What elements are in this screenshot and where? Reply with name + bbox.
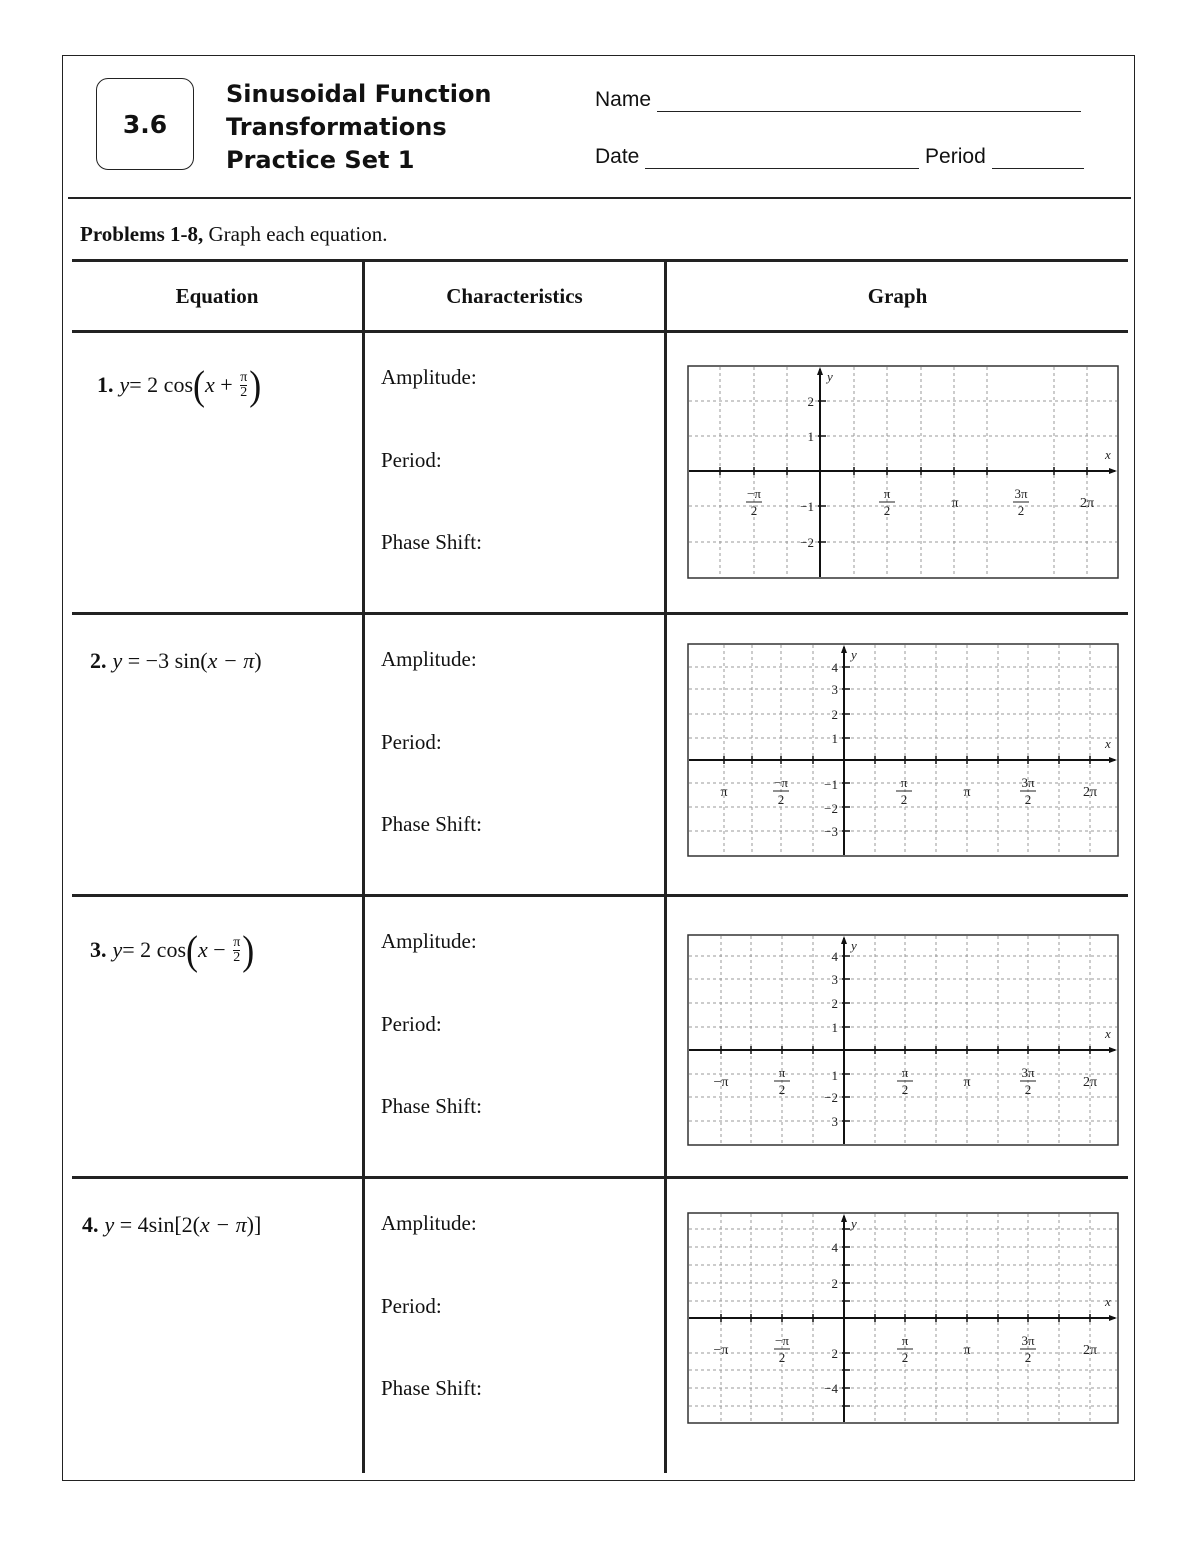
x-tick-label-denominator: 2 <box>1024 792 1032 807</box>
graph-grid-3[interactable] <box>687 934 1119 1146</box>
y-axis-arrow-icon <box>841 936 847 944</box>
x-tick-label-denominator: 2 <box>901 1350 909 1365</box>
y-tick-label: −3 <box>824 824 838 839</box>
y-tick-label: −4 <box>824 1381 838 1396</box>
name-field[interactable] <box>595 88 1081 112</box>
x-tick-label-denominator: 2 <box>900 792 908 807</box>
problem-number: 3. <box>90 937 107 962</box>
y-tick-label: 1 <box>831 1068 838 1083</box>
x-tick-label-numerator: −π <box>774 775 788 790</box>
date-label: Date <box>595 145 640 168</box>
date-blank[interactable] <box>645 146 919 169</box>
title-line-3: Practice Set 1 <box>226 146 415 174</box>
x-tick-label-numerator: 3π <box>1021 1333 1035 1348</box>
x-tick-label-numerator: π <box>901 1065 909 1080</box>
header-row-border <box>72 330 1128 333</box>
column-divider <box>664 260 667 1473</box>
y-axis-label: y <box>827 369 833 384</box>
y-axis-label: y <box>851 938 857 953</box>
y-tick-label: −1 <box>824 777 838 792</box>
eq-close: )] <box>246 1212 262 1237</box>
section-number: 3.6 <box>122 109 168 139</box>
x-tick-label: −π <box>713 1075 729 1090</box>
x-tick-label: π <box>720 785 728 800</box>
y-tick-label: −2 <box>800 535 814 550</box>
problem-number: 4. <box>82 1212 99 1237</box>
graph-grid-1[interactable] <box>687 365 1119 579</box>
name-label: Name <box>595 88 652 111</box>
amplitude-label: Amplitude: <box>381 647 477 671</box>
amplitude-label: Amplitude: <box>381 365 477 389</box>
eq-function: = 2 cos <box>122 937 186 962</box>
title-line-1: Sinusoidal Function <box>226 80 492 108</box>
period-label: Period <box>925 145 986 168</box>
y-tick-label: 1 <box>807 429 814 444</box>
x-tick-label-denominator: 2 <box>883 503 891 518</box>
x-tick-label-denominator: 2 <box>1017 503 1025 518</box>
period-label: Period: <box>381 1012 442 1036</box>
x-axis-label: x <box>1105 1294 1111 1309</box>
period-label: Period: <box>381 1294 442 1318</box>
y-tick-label: 1 <box>831 731 838 746</box>
eq-inner-variable: x <box>205 372 215 397</box>
worksheet-title <box>226 78 492 177</box>
y-tick-label: 4 <box>831 1240 838 1255</box>
y-tick-label: −1 <box>800 499 814 514</box>
x-tick-label-numerator: π <box>778 1065 786 1080</box>
x-tick-label-numerator: 3π <box>1021 1065 1035 1080</box>
y-axis-arrow-icon <box>841 1214 847 1222</box>
period-blank[interactable] <box>992 146 1084 169</box>
eq-inner: x − π <box>207 648 255 673</box>
x-axis-arrow-icon <box>1109 757 1117 763</box>
x-axis-label: x <box>1105 736 1111 751</box>
y-axis-arrow-icon <box>841 645 847 653</box>
x-axis-arrow-icon <box>1109 1047 1117 1053</box>
graph-grid-4[interactable] <box>687 1212 1119 1424</box>
x-tick-label-numerator: −π <box>775 1333 789 1348</box>
instructions-bold: Problems 1-8, <box>80 222 204 246</box>
eq-operator: + <box>214 372 239 397</box>
x-axis-label: x <box>1105 447 1111 462</box>
instructions <box>80 222 388 247</box>
row-divider <box>72 1176 1128 1179</box>
y-tick-label: 1 <box>831 1020 838 1035</box>
x-tick-label: π <box>963 785 971 800</box>
date-period-fields <box>595 145 1084 169</box>
column-divider <box>362 260 365 1473</box>
eq-operator: − <box>207 937 232 962</box>
title-line-2: Transformations <box>226 113 447 141</box>
y-tick-label: 4 <box>831 949 838 964</box>
graph-grid-2[interactable] <box>687 643 1119 857</box>
eq-function: = −3 sin( <box>122 648 208 673</box>
y-tick-label: 2 <box>831 996 838 1011</box>
x-tick-label: 2π <box>1082 1075 1098 1090</box>
x-tick-label: 2π <box>1082 785 1098 800</box>
y-tick-label: 2 <box>807 394 814 409</box>
x-tick-label-denominator: 2 <box>750 503 758 518</box>
eq-function: = 4sin[2( <box>114 1212 200 1237</box>
y-tick-label: 3 <box>831 972 838 987</box>
name-blank[interactable] <box>657 89 1081 112</box>
amplitude-label: Amplitude: <box>381 929 477 953</box>
graph-frame <box>688 935 1118 1145</box>
x-tick-label-numerator: 3π <box>1021 775 1035 790</box>
y-tick-label: 2 <box>831 1346 838 1361</box>
x-tick-label-numerator: −π <box>747 486 761 501</box>
equation-3: 3. y = 2 cos ( x − $\frac{\pi}{2}$ ) <box>90 927 255 973</box>
x-tick-label-denominator: 2 <box>777 792 785 807</box>
x-tick-label-numerator: 3π <box>1014 486 1028 501</box>
eq-variable: y <box>112 648 123 673</box>
row-divider <box>72 894 1128 897</box>
eq-inner-variable: x <box>198 937 208 962</box>
y-tick-label: 2 <box>831 707 838 722</box>
equation-2 <box>90 648 262 674</box>
equation-1: 1. y = 2 cos ( x + $\frac{\pi}{2}$ ) <box>97 362 262 408</box>
x-tick-label-numerator: π <box>901 1333 909 1348</box>
y-tick-label: 3 <box>831 682 838 697</box>
x-tick-label-denominator: 2 <box>1024 1350 1032 1365</box>
x-tick-label-denominator: 2 <box>778 1350 786 1365</box>
y-axis-arrow-icon <box>817 367 823 375</box>
phase-shift-label: Phase Shift: <box>381 1094 482 1118</box>
phase-shift-label: Phase Shift: <box>381 812 482 836</box>
x-tick-label-numerator: π <box>883 486 891 501</box>
eq-inner: x − π <box>200 1212 247 1237</box>
eq-function: = 2 cos <box>129 372 193 397</box>
x-tick-label: π <box>951 496 959 511</box>
phase-shift-label: Phase Shift: <box>381 530 482 554</box>
eq-close: ) <box>254 648 262 673</box>
column-header-graph: Graph <box>867 284 928 308</box>
phase-shift-label: Phase Shift: <box>381 1376 482 1400</box>
x-axis-arrow-icon <box>1109 1315 1117 1321</box>
x-tick-label: 2π <box>1082 1343 1098 1358</box>
y-tick-label: 2 <box>831 1276 838 1291</box>
y-tick-label: 3 <box>831 1114 838 1129</box>
section-badge <box>96 78 194 170</box>
x-tick-label: π <box>963 1075 971 1090</box>
x-tick-label: π <box>963 1343 971 1358</box>
x-tick-label-denominator: 2 <box>901 1082 909 1097</box>
problem-number: 1. <box>97 372 114 397</box>
instructions-text: Graph each equation. <box>203 222 388 246</box>
header-divider <box>68 197 1131 199</box>
y-axis-label: y <box>851 1216 857 1231</box>
x-tick-label: 2π <box>1079 496 1095 511</box>
column-header-characteristics: Characteristics <box>446 284 583 308</box>
equation-4 <box>82 1212 261 1238</box>
x-tick-label-denominator: 2 <box>1024 1082 1032 1097</box>
period-label: Period: <box>381 448 442 472</box>
period-label: Period: <box>381 730 442 754</box>
x-axis-arrow-icon <box>1109 468 1117 474</box>
column-header-equation: Equation <box>175 284 259 308</box>
x-tick-label-denominator: 2 <box>778 1082 786 1097</box>
row-divider <box>72 612 1128 615</box>
x-tick-label: −π <box>713 1343 729 1358</box>
problem-number: 2. <box>90 648 107 673</box>
table-top-border <box>72 259 1128 262</box>
eq-fraction: $\frac{\pi}{2}$ <box>240 369 248 400</box>
y-tick-label: −2 <box>824 1090 838 1105</box>
y-tick-label: 4 <box>831 660 838 675</box>
amplitude-label: Amplitude: <box>381 1211 477 1235</box>
eq-variable: y <box>112 937 123 962</box>
eq-variable: y <box>104 1212 115 1237</box>
eq-fraction: $\frac{\pi}{2}$ <box>233 934 241 965</box>
eq-variable: y <box>119 372 130 397</box>
x-tick-label-numerator: π <box>900 775 908 790</box>
y-axis-label: y <box>851 647 857 662</box>
y-tick-label: −2 <box>824 801 838 816</box>
x-axis-label: x <box>1105 1026 1111 1041</box>
